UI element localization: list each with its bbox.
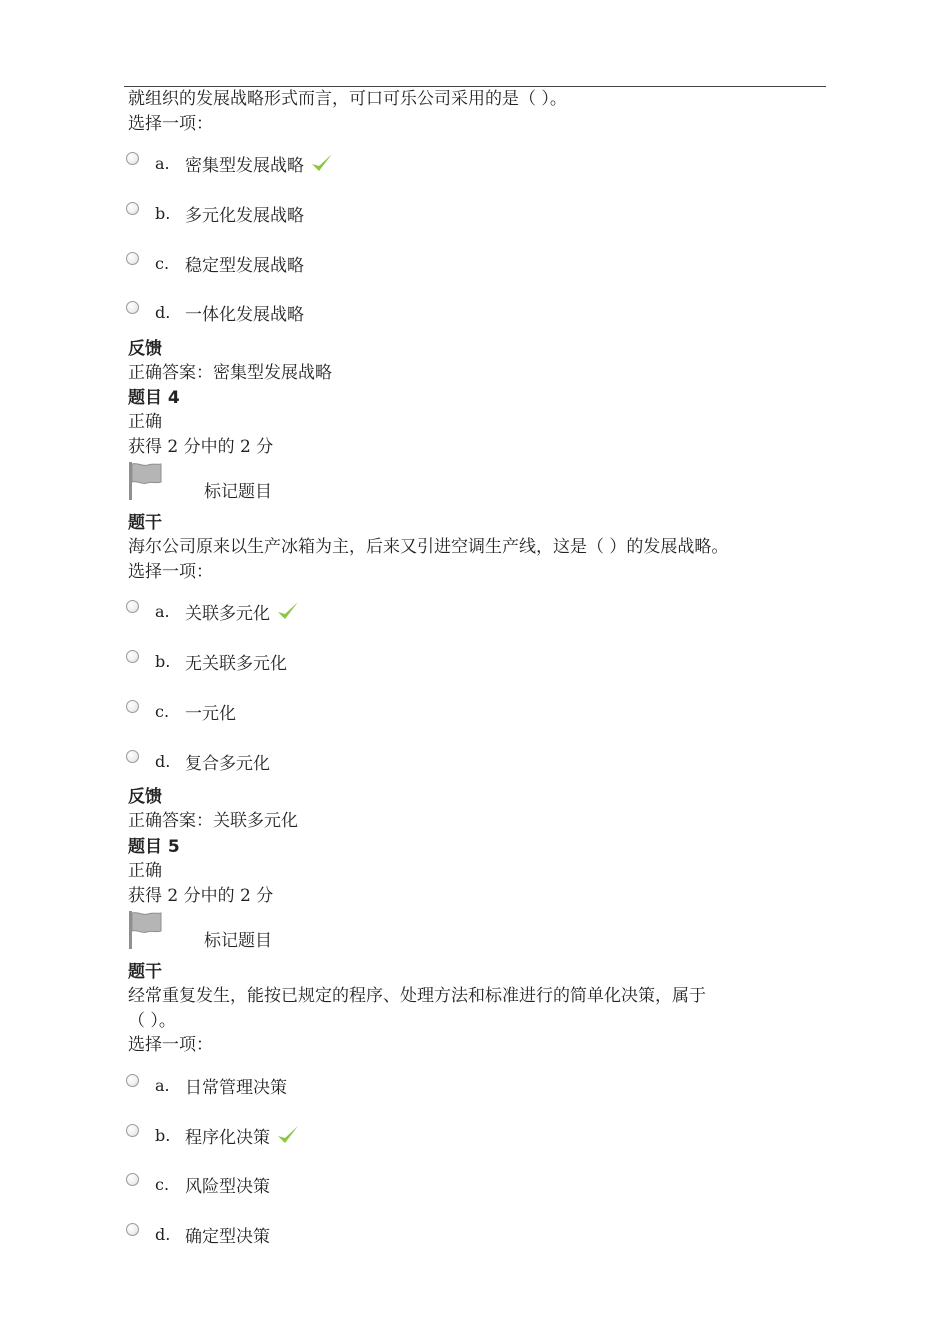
option-text: 一元化: [185, 703, 236, 724]
option-text: 日常管理决策: [185, 1077, 287, 1098]
option-letter: a.: [155, 1075, 170, 1095]
question-4-score: 获得 2 分中的 2 分: [128, 437, 274, 457]
radio-icon[interactable]: [126, 301, 139, 314]
radio-icon[interactable]: [126, 1223, 139, 1236]
question-4-option-a[interactable]: [126, 598, 300, 624]
check-icon: [310, 151, 334, 175]
question-5-option-d[interactable]: [126, 1221, 270, 1247]
option-text: 稳定型发展战略: [185, 255, 304, 276]
flag-icon: [128, 462, 162, 500]
option-text: 关联多元化: [185, 603, 270, 624]
option-text: 一体化发展战略: [185, 304, 304, 325]
radio-icon[interactable]: [126, 650, 139, 663]
feedback-heading: 反馈: [128, 339, 162, 359]
question-4-flag-button[interactable]: [128, 462, 272, 504]
check-icon: [276, 1123, 300, 1147]
option-letter: a.: [155, 153, 170, 173]
question-4-stem-heading: 题干: [128, 513, 162, 533]
feedback-text: 正确答案：密集型发展战略: [128, 363, 332, 383]
radio-icon[interactable]: [126, 1124, 139, 1137]
option-text: 多元化发展战略: [185, 205, 304, 226]
flag-icon: [128, 911, 162, 949]
question-5-stem-line-1: 经常重复发生，能按已规定的程序、处理方法和标准进行的简单化决策，属于: [128, 986, 706, 1006]
radio-icon[interactable]: [126, 750, 139, 763]
check-icon: [276, 599, 300, 623]
feedback-text: 正确答案：关联多元化: [128, 811, 298, 831]
flag-label: 标记题目: [204, 931, 272, 951]
question-3-prompt: 选择一项：: [128, 114, 213, 134]
radio-icon[interactable]: [126, 1173, 139, 1186]
option-letter: c.: [155, 1174, 170, 1194]
option-letter: b.: [155, 651, 171, 671]
option-letter: d.: [155, 302, 171, 322]
radio-icon[interactable]: [126, 700, 139, 713]
option-text: 程序化决策: [185, 1127, 270, 1148]
question-4-status: 正确: [128, 412, 162, 432]
question-5-status: 正确: [128, 861, 162, 881]
question-4-option-b[interactable]: [126, 648, 287, 674]
question-5-prompt: 选择一项：: [128, 1035, 213, 1055]
option-letter: a.: [155, 601, 170, 621]
question-3-option-c[interactable]: [126, 250, 304, 276]
question-4-option-c[interactable]: [126, 698, 236, 724]
radio-icon[interactable]: [126, 152, 139, 165]
question-5-stem-heading: 题干: [128, 962, 162, 982]
question-4-option-d[interactable]: [126, 748, 270, 774]
option-text: 复合多元化: [185, 753, 270, 774]
question-5-option-b[interactable]: [126, 1122, 300, 1148]
question-3-option-b[interactable]: [126, 200, 304, 226]
question-5-score: 获得 2 分中的 2 分: [128, 886, 274, 906]
question-5-stem-line-2: （ ）。: [128, 1011, 176, 1031]
radio-icon[interactable]: [126, 600, 139, 613]
option-text: 密集型发展战略: [185, 155, 304, 176]
question-3-stem: 就组织的发展战略形式而言，可口可乐公司采用的是（ ）。: [128, 89, 567, 109]
option-text: 风险型决策: [185, 1176, 270, 1197]
option-text: 确定型决策: [185, 1226, 270, 1247]
radio-icon[interactable]: [126, 202, 139, 215]
option-letter: b.: [155, 203, 171, 223]
question-5-option-a[interactable]: [126, 1072, 287, 1098]
option-text: 无关联多元化: [185, 653, 287, 674]
question-4-title: 题目 4: [128, 388, 180, 408]
option-letter: d.: [155, 751, 171, 771]
option-letter: d.: [155, 1224, 171, 1244]
question-3-option-a[interactable]: [126, 150, 334, 176]
question-5-title: 题目 5: [128, 837, 180, 857]
feedback-heading: 反馈: [128, 787, 162, 807]
question-4-prompt: 选择一项：: [128, 562, 213, 582]
question-3-option-d[interactable]: [126, 299, 304, 325]
option-letter: c.: [155, 253, 170, 273]
radio-icon[interactable]: [126, 1074, 139, 1087]
question-4-stem: 海尔公司原来以生产冰箱为主，后来又引进空调生产线，这是（ ）的发展战略。: [128, 537, 729, 557]
radio-icon[interactable]: [126, 252, 139, 265]
option-letter: b.: [155, 1125, 171, 1145]
question-5-flag-button[interactable]: [128, 911, 272, 953]
question-5-option-c[interactable]: [126, 1171, 270, 1197]
option-letter: c.: [155, 701, 170, 721]
flag-label: 标记题目: [204, 482, 272, 502]
